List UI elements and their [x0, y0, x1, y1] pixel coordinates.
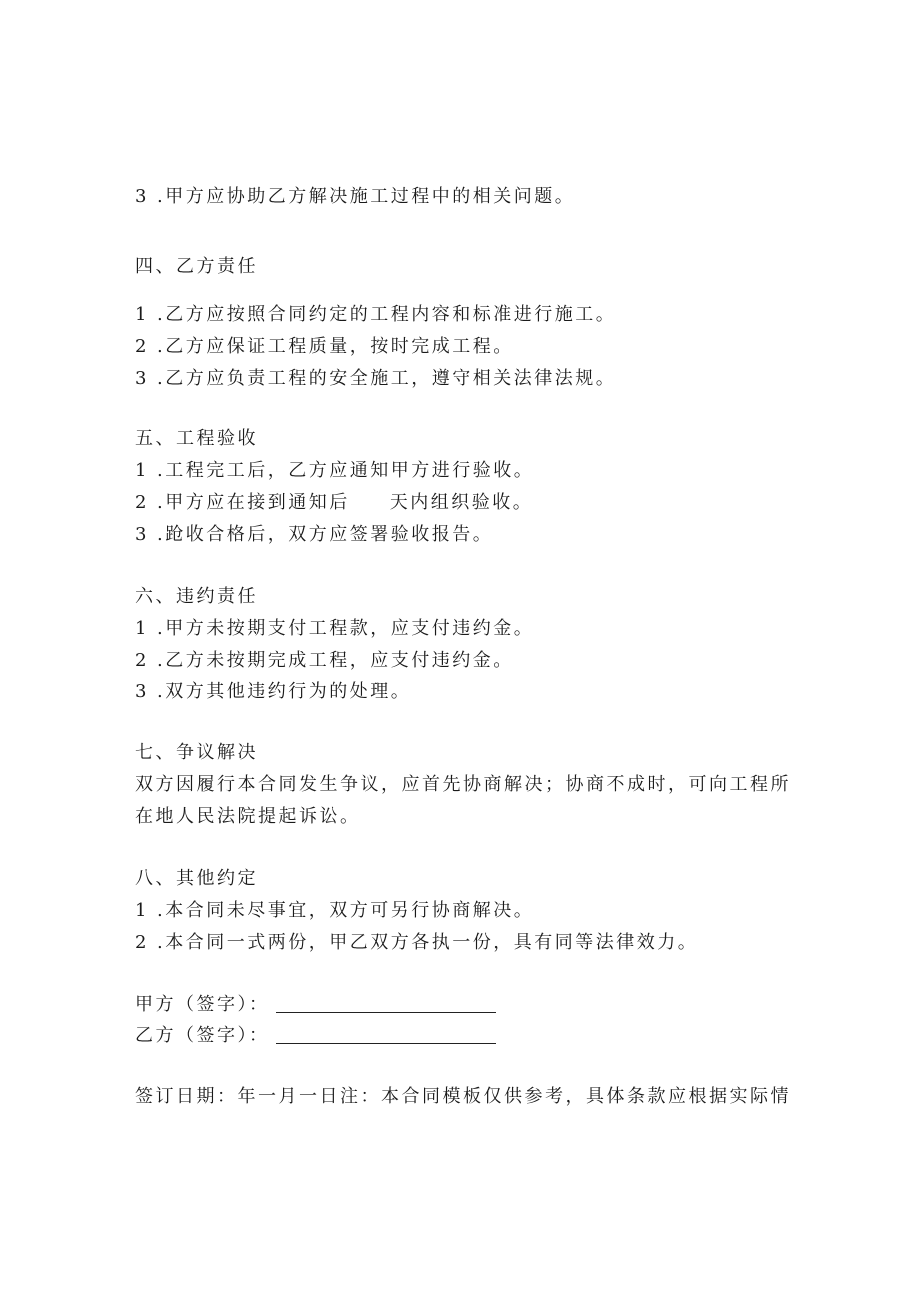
- clause-number: 2: [135, 492, 147, 513]
- party-b-signature-label: 乙方（签字）：: [135, 1025, 270, 1046]
- clause-number: 3: [135, 681, 147, 702]
- clause-4-1: [135, 303, 616, 327]
- clause-5-1: [135, 459, 534, 483]
- clause-number: 1: [135, 460, 147, 481]
- clause-text: .甲方未按期支付工程款，应支付违约金。: [157, 618, 535, 639]
- dispute-paragraph-line-1: 双方因履行本合同发生争议，应首先协商解决；协商不成时，可向工程所: [135, 774, 791, 795]
- section-heading-6: 六、违约责任: [135, 586, 258, 607]
- clause-number: 2: [135, 336, 147, 357]
- section-heading-7: 七、争议解决: [135, 742, 258, 763]
- clause-8-1: [135, 899, 534, 923]
- clause-text: .工程完工后，乙方应通知甲方进行验收。: [157, 460, 535, 481]
- party-a-signature-label: 甲方（签字）：: [135, 994, 270, 1015]
- clause-number: 1: [135, 304, 147, 325]
- clause-8-2: [135, 931, 698, 955]
- party-a-signature-line: [276, 1012, 496, 1013]
- clause-4-3: [135, 367, 616, 391]
- clause-number: 2: [135, 932, 147, 953]
- section-heading-5: 五、工程验收: [135, 428, 258, 449]
- clause-number: 1: [135, 618, 147, 639]
- clause-number: 3: [135, 524, 147, 545]
- clause-4-2: [135, 335, 514, 359]
- clause-5-3: [135, 523, 493, 547]
- clause-text: .甲方应协助乙方解决施工过程中的相关问题。: [157, 186, 576, 207]
- clause-text: .本合同未尽事宜，双方可另行协商解决。: [157, 900, 535, 921]
- clause-number: 1: [135, 900, 147, 921]
- clause-3-3: [135, 185, 575, 209]
- signing-date-note: 签订日期：年一月一日注：本合同模板仅供参考，具体条款应根据实际情: [135, 1086, 791, 1107]
- clause-6-1: [135, 617, 534, 641]
- clause-text: .乙方应按照合同约定的工程内容和标准进行施工。: [157, 304, 617, 325]
- clause-text: .乙方应保证工程质量，按时完成工程。: [157, 336, 514, 357]
- clause-number: 3: [135, 368, 147, 389]
- clause-6-2: [135, 649, 514, 673]
- clause-5-2: [135, 491, 533, 515]
- clause-text: .双方其他违约行为的处理。: [157, 681, 412, 702]
- party-b-signature-line: [276, 1043, 496, 1044]
- dispute-paragraph-line-2: 在地人民法院提起诉讼。: [135, 806, 361, 827]
- clause-text-part-b: 天内组织验收。: [389, 492, 534, 513]
- clause-6-3: [135, 680, 411, 704]
- clause-number: 3: [135, 186, 147, 207]
- clause-text-part-a: .甲方应在接到通知后: [157, 492, 350, 513]
- section-heading-4: 四、乙方责任: [135, 256, 258, 277]
- section-heading-8: 八、其他约定: [135, 868, 258, 889]
- clause-text: .本合同一式两份，甲乙双方各执一份，具有同等法律效力。: [157, 932, 699, 953]
- clause-text: .乙方未按期完成工程，应支付违约金。: [157, 650, 514, 671]
- clause-text: .乙方应负责工程的安全施工，遵守相关法律法规。: [157, 368, 617, 389]
- clause-text: .跄收合格后，双方应签署验收报告。: [157, 524, 494, 545]
- clause-number: 2: [135, 650, 147, 671]
